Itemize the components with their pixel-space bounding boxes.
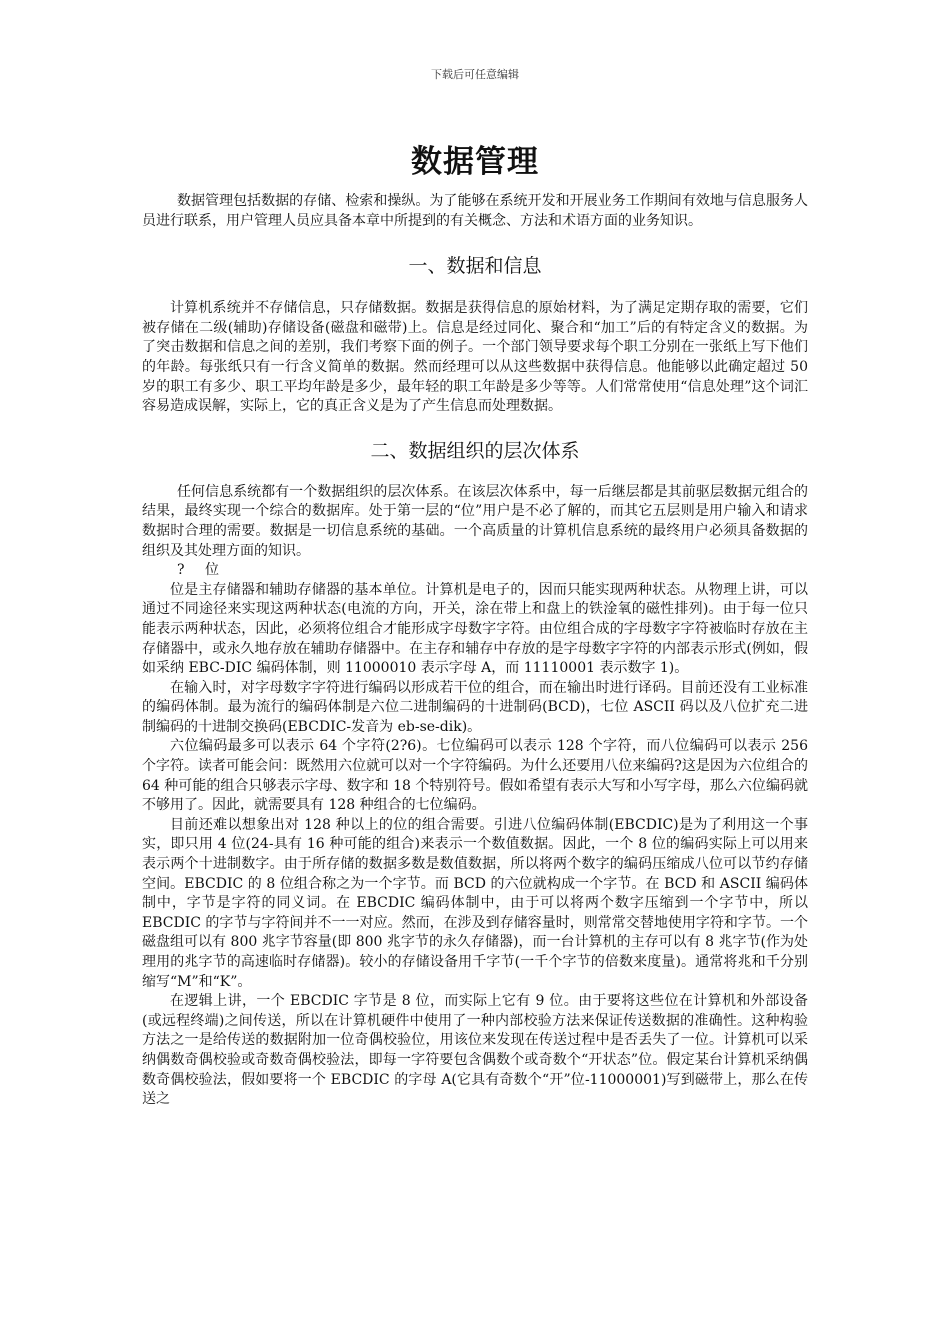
section2-paragraph-3: 六位编码最多可以表示 64 个字符(2?6)。七位编码可以表示 128 个字符，而八位编码可以表示 256 个字符。读者可能会问：既然用六位就可以对一个字符编码。为什么还要用八位来编码?这是因为六位组合的 64 种可能的组合只够表示字母、数字和 18 个特别符号。假如希望有表示大写和小写字母，那么六位编码就不够用了。因此，就需要具有 128 种组合的七位编码。 (142, 738, 808, 814)
bullet-label: 位 (205, 562, 219, 579)
section2-paragraph-2: 在输入时，对字母数字字符进行编码以形成若干位的组合，而在输出时进行译码。目前还没有工业标准的编码体制。最为流行的编码体制是六位二进制编码的十进制码(BCD)，七位 ASCII 码以及八位扩充二进制编码的十进制交换码(EBCDIC-发音为 eb-se-dik)。 (142, 679, 808, 735)
section2-paragraph-1: 位是主存储器和辅助存储器的基本单位。计算机是电子的，因而只能实现两种状态。从物理上讲，可以通过不同途径来实现这两种状态(电流的方向，开关，涂在带上和盘上的铁淦氧的磁性排列)。由于每一位只能表示两种状态，因此，必须将位组合才能形成字母数字字符。由位组合成的字母数字字符被临时存放在主存储器中，或永久地存放在辅助存储器中。在主存和辅存中存放的是字母数字字符的内部表示形式(例如，假如采纳 EBC-DIC 编码体制，则 11000010 表示字母 A，而 11110001 表示数字 1)。 (142, 581, 808, 677)
section2-heading: 二、数据组织的层次体系 (370, 439, 580, 462)
page-title: 数据管理 (411, 144, 539, 180)
header-note: 下载后可任意编辑 (431, 68, 519, 81)
intro-paragraph: 数据管理包括数据的存储、检索和操纵。为了能够在系统开发和开展业务工作期间有效地与信息服务人员进行联系，用户管理人员应具备本章中所提到的有关概念、方法和术语方面的业务知识。 (142, 193, 808, 229)
section2-paragraph-4: 目前还难以想象出对 128 种以上的位的组合需要。引进八位编码体制(EBCDIC)是为了利用这一个事实，即只用 4 位(24-具有 16 种可能的组合)来表示一个数值数据。因此，一个 8 位的编码实际上可以用来表示两个十进制数字。由于所存储的数据多数是数值数据，所以将两个数字的编码压缩成八位可以节约存储空间。EBCDIC 的 8 位组合称之为一个字节。而 BCD 的六位就构成一个字节。在 BCD 和 ASCII 编码体制中，字节是字符的同义词。在 EBCDIC 编码体制中，由于可以将两个数字压缩到一个字节中，所以 EBCDIC 的字节与字符间并不一一对应。然而，在涉及到存储容量时，则常常交替地使用字符和字节。一个磁盘组可以有 800 兆字节容量(即 800 兆字节的永久存储器)，而一台计算机的主存可以有 8 兆字节(作为处理用的兆字节的高速临时存储器)。较小的存储设备用千字节(一千个字节的倍数来度量)。通常将兆和千分别缩写“M”和“K”。 (142, 816, 808, 990)
document-body (142, 192, 808, 1110)
bullet-marker: ? (177, 562, 185, 579)
section1-heading: 一、数据和信息 (408, 255, 542, 278)
bullet-item-bit (142, 561, 808, 581)
section2-intro-paragraph: 任何信息系统都有一个数据组织的层次体系。在该层次体系中，每一后继层都是其前驱层数据元组合的结果，最终实现一个综合的数据库。处于第一层的“位”用户是不必了解的，而其它五层则是用户输入和请求数据时合理的需要。数据是一切信息系统的基础。一个高质量的计算机信息系统的最终用户必须具备数据的组织及其处理方面的知识。 (142, 483, 808, 559)
section2-paragraph-5: 在逻辑上讲，一个 EBCDIC 字节是 8 位，而实际上它有 9 位。由于要将这些位在计算机和外部设备(或远程终端)之间传送，所以在计算机硬件中使用了一种内部校验方法来保证传送数据的准确性。这种构验方法之一是给传送的数据附加一位奇偶校验位，用该位来发现在传送过程中是否丢失了一位。计算机可以采纳偶数奇偶校验或奇数奇偶校验法，即每一字符要包含偶数个或奇数个“开状态”位。假定某台计算机采纳偶数奇偶校验法，假如要将一个 EBCDIC 的字母 A(它具有奇数个“开”位-11000001)写到磁带上，那么在传送之 (142, 993, 808, 1108)
section1-paragraph: 计算机系统并不存储信息，只存储数据。数据是获得信息的原始材料，为了满足定期存取的需要，它们被存储在二级(辅助)存储设备(磁盘和磁带)上。信息是经过同化、聚合和“加工”后的有特定含义的数据。为了突击数据和信息之间的差别，我们考察下面的例子。一个部门领导要求每个职工分别在一张纸上写下他们的年龄。每张纸只有一行含义简单的数据。然而经理可以从这些数据中获得信息。他能够以此确定超过 50 岁的职工有多少、职工平均年龄是多少，最年轻的职工年龄是多少等等。人们常常使用“信息处理”这个词汇容易造成误解，实际上，它的真正含义是为了产生信息而处理数据。 (142, 300, 808, 415)
